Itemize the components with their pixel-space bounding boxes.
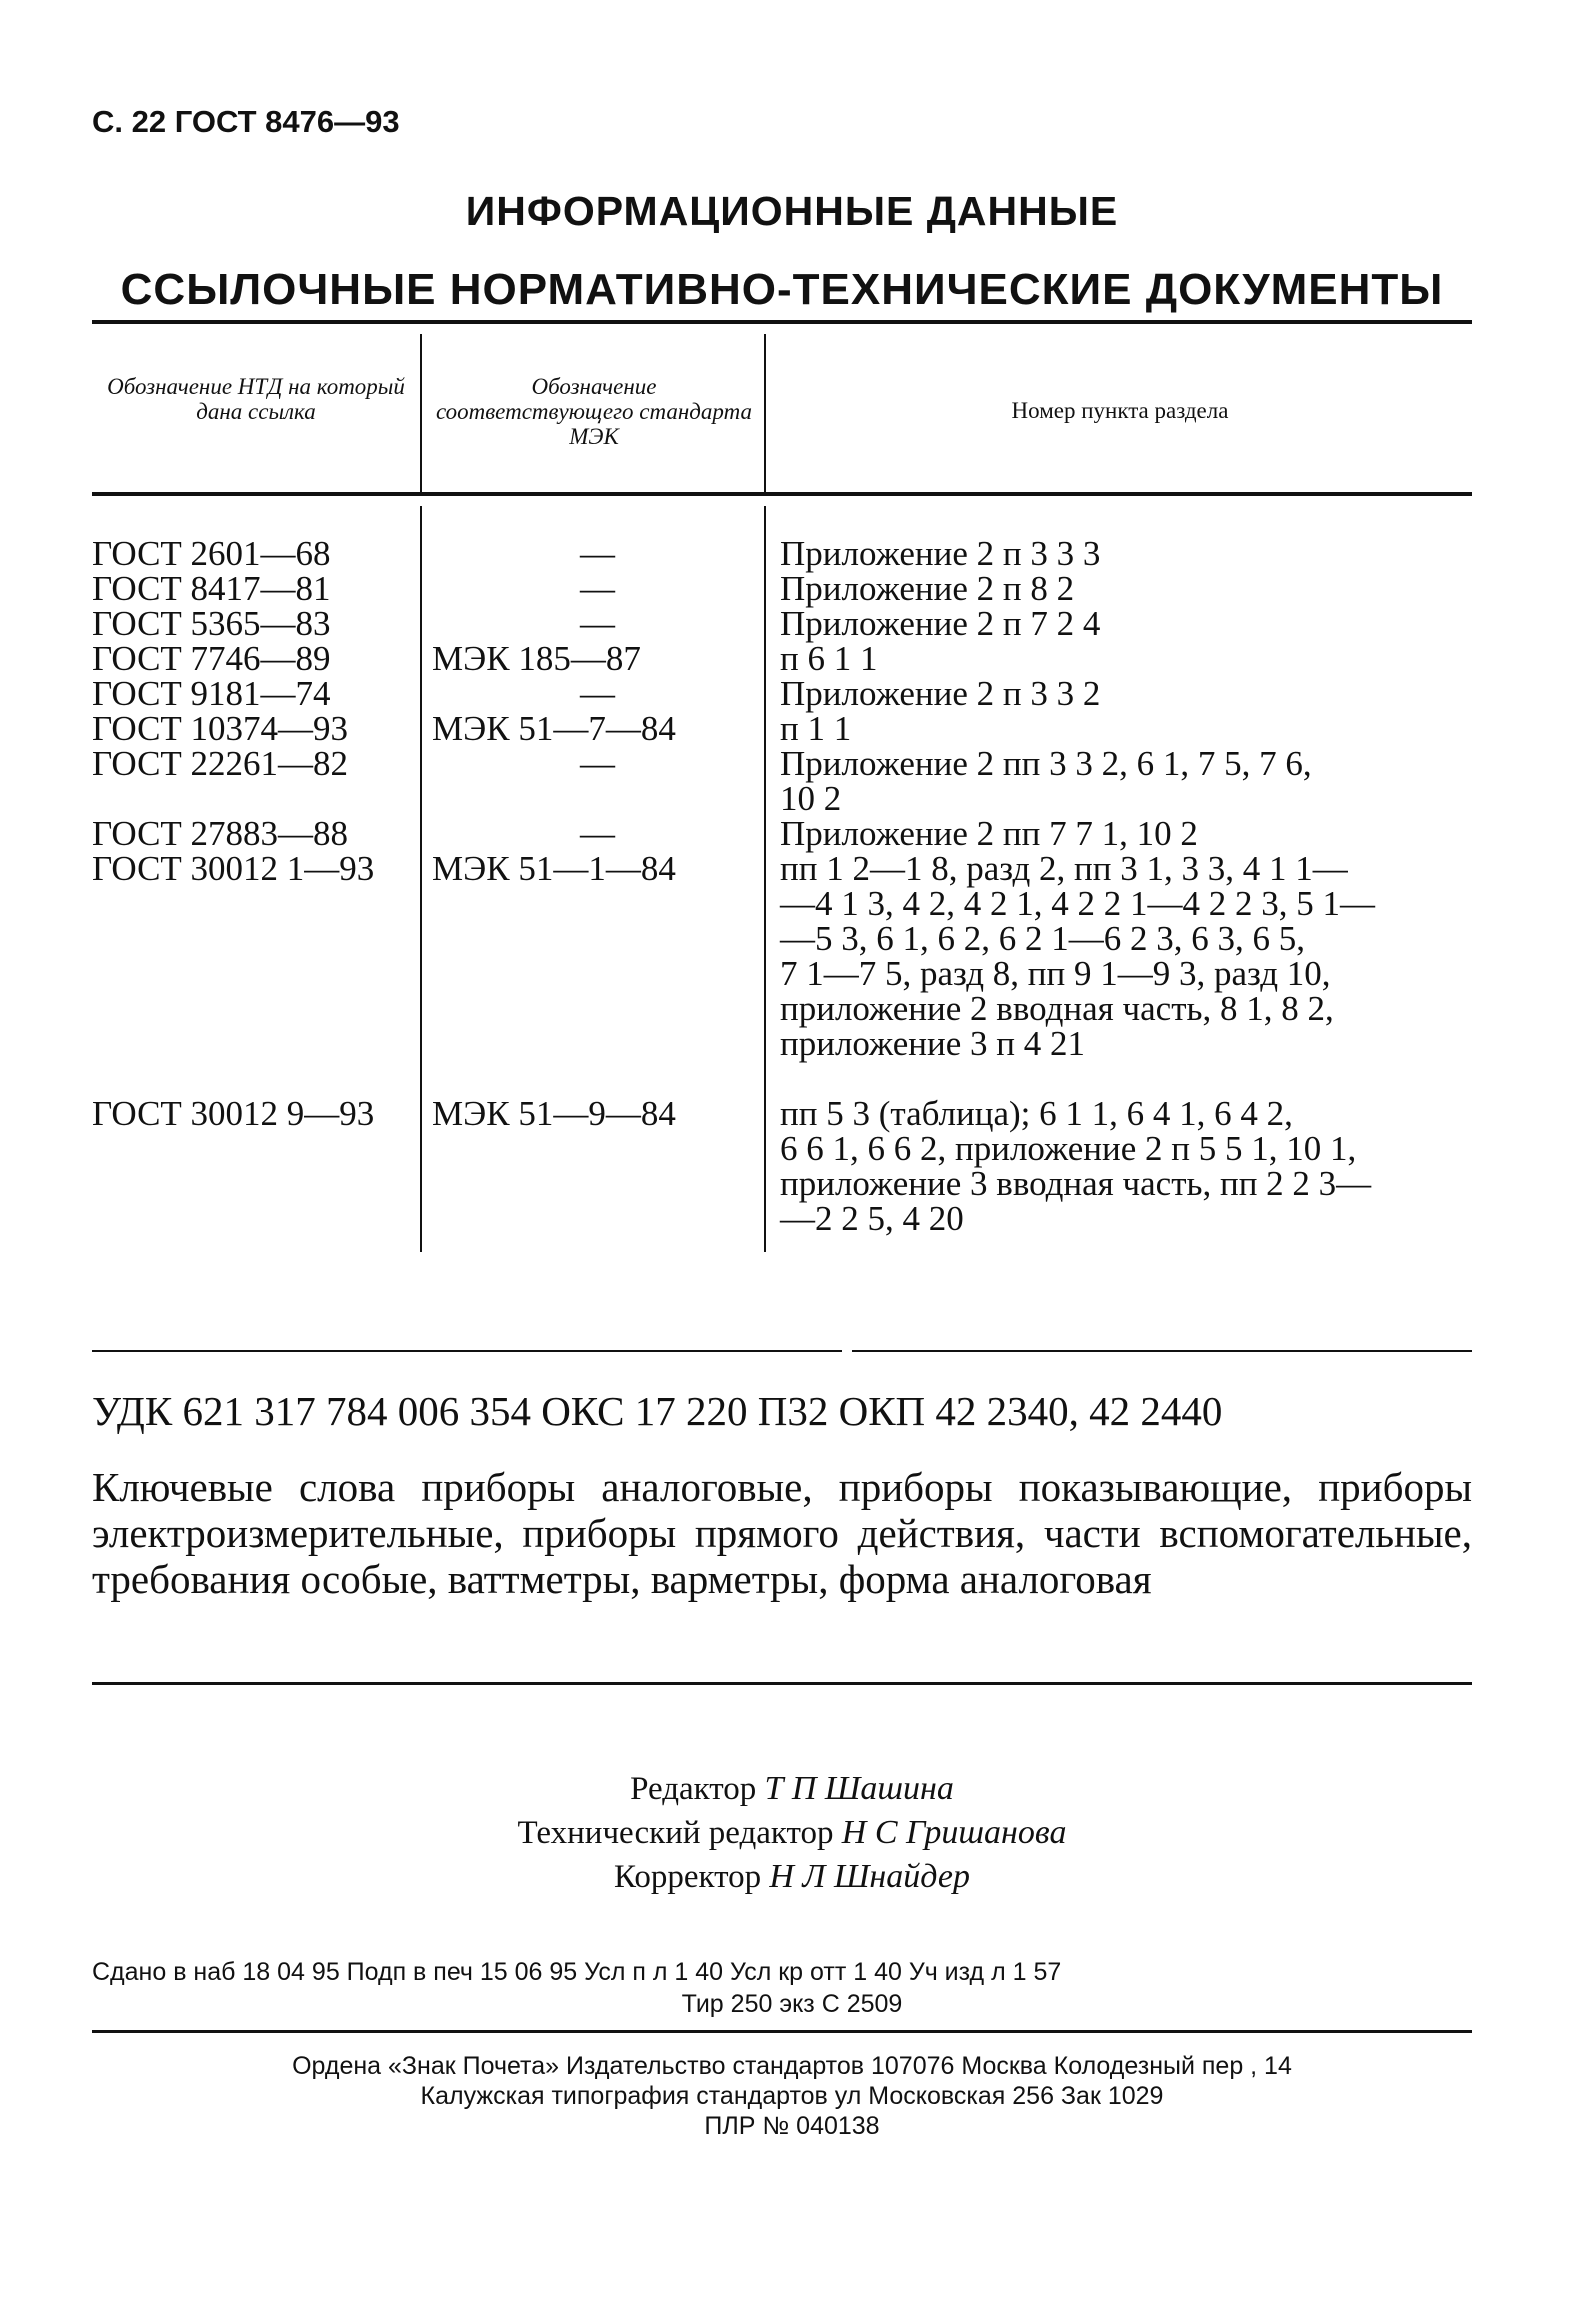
column-divider-2 (764, 334, 766, 494)
iec-cell: — (580, 604, 615, 643)
credit-editor (0, 1770, 1584, 1808)
credit-person: Т П Шашина (764, 1770, 954, 1807)
clause-line: 6 6 1, 6 6 2, приложение 2 п 5 5 1, 10 1, (780, 1129, 1357, 1168)
clause-line: 10 2 (780, 779, 842, 818)
ntd-cell: ГОСТ 7746—89 (92, 639, 331, 678)
publisher-line-3: ПЛР № 040138 (704, 2112, 880, 2140)
clause-line: Приложение 2 п 3 3 2 (780, 674, 1101, 713)
clause-line: —2 2 5, 4 20 (780, 1199, 964, 1238)
ntd-cell: ГОСТ 5365—83 (92, 604, 331, 643)
column-divider-2-body (764, 506, 766, 1252)
clause-line: Приложение 2 п 3 3 3 (780, 534, 1101, 573)
ntd-cell: ГОСТ 2601—68 (92, 534, 331, 573)
header-clause: Номер пункта раздела (1011, 398, 1229, 423)
clause-line: —5 3, 6 1, 6 2, 6 2 1—6 2 3, 6 3, 6 5, (780, 919, 1305, 958)
clause-line: —4 1 3, 4 2, 4 2 1, 4 2 2 1—4 2 2 3, 5 1— (780, 884, 1375, 923)
ntd-column (92, 536, 412, 1131)
publisher-line-1: Ордена «Знак Почета» Издательство стандартов 107076 Москва Колодезный пер , 14 (292, 2052, 1292, 2080)
running-head: С. 22 ГОСТ 8476—93 (92, 104, 400, 139)
iec-cell: МЭК 51—1—84 (432, 849, 676, 888)
credit-person: Н С Гришанова (841, 1814, 1067, 1851)
keywords-bottom-rule (92, 1682, 1472, 1685)
clause-line: Приложение 2 пп 7 7 1, 10 2 (780, 814, 1198, 853)
clause-line: Приложение 2 п 8 2 (780, 569, 1075, 608)
clause-line: приложение 3 вводная часть, пп 2 2 3— (780, 1164, 1372, 1203)
credit-role: Редактор (630, 1771, 757, 1807)
column-divider-1 (420, 334, 422, 494)
clause-line: Приложение 2 п 7 2 4 (780, 604, 1101, 643)
ntd-cell: ГОСТ 9181—74 (92, 674, 331, 713)
credit-role: Корректор (614, 1859, 762, 1895)
ntd-cell: ГОСТ 10374—93 (92, 709, 349, 748)
clause-line: п 1 1 (780, 709, 852, 748)
header-ntd: Обозначение НТД на который дана ссылка (107, 374, 405, 424)
iec-column (432, 536, 756, 1131)
iec-cell: — (580, 674, 615, 713)
publisher-line-2: Калужская типография стандартов ул Московская 256 Зак 1029 (420, 2082, 1164, 2110)
iec-cell: МЭК 51—9—84 (432, 1094, 676, 1133)
refs-title: ССЫЛОЧНЫЕ НОРМАТИВНО-ТЕХНИЧЕСКИЕ ДОКУМЕНТЫ (120, 265, 1444, 314)
clause-line: Приложение 2 пп 3 3 2, 6 1, 7 5, 7 6, (780, 744, 1312, 783)
ntd-cell: ГОСТ 30012 1—93 (92, 849, 375, 888)
credit-tech-editor (0, 1814, 1584, 1852)
ntd-cell: ГОСТ 8417—81 (92, 569, 331, 608)
clause-column (780, 536, 1472, 1236)
column-divider-1-body (420, 506, 422, 1252)
print-info-line-1: Сдано в наб 18 04 95 Подп в печ 15 06 95 Усл п л 1 40 Усл кр отт 1 40 Уч изд л 1 57 (92, 1958, 1062, 1986)
credit-role: Технический редактор (517, 1815, 834, 1851)
ntd-cell: ГОСТ 22261—82 (92, 744, 349, 783)
header-bottom-rule (92, 492, 1472, 496)
ntd-cell: ГОСТ 27883—88 (92, 814, 349, 853)
separator-rule-left (92, 1350, 842, 1352)
iec-cell: МЭК 51—7—84 (432, 709, 676, 748)
iec-cell: — (580, 534, 615, 573)
iec-cell: МЭК 185—87 (432, 639, 641, 678)
iec-cell: — (580, 744, 615, 783)
separator-rule-right (852, 1350, 1472, 1352)
clause-line: приложение 3 п 4 21 (780, 1024, 1086, 1063)
print-info-line-2: Тир 250 экз С 2509 (681, 1990, 903, 2018)
clause-line: 7 1—7 5, разд 8, пп 9 1—9 3, разд 10, (780, 954, 1331, 993)
header-iec: Обозначение соответствующего стандарта МЭК (435, 374, 753, 449)
clause-line: пп 1 2—1 8, разд 2, пп 3 1, 3 3, 4 1 1— (780, 849, 1348, 888)
credit-person: Н Л Шнайдер (769, 1858, 970, 1895)
info-title: ИНФОРМАЦИОННЫЕ ДАННЫЕ (465, 188, 1119, 234)
title-underline (92, 320, 1472, 324)
imprint-rule (92, 2030, 1472, 2033)
ntd-cell: ГОСТ 30012 9—93 (92, 1094, 375, 1133)
clause-line: пп 5 3 (таблица); 6 1 1, 6 4 1, 6 4 2, (780, 1094, 1293, 1133)
clause-line: п 6 1 1 (780, 639, 878, 678)
udc-classification: УДК 621 317 784 006 354 ОКС 17 220 П32 ОКП 42 2340, 42 2440 (92, 1388, 1223, 1434)
iec-cell: — (580, 814, 615, 853)
iec-cell: — (580, 569, 615, 608)
credit-proofreader (0, 1858, 1584, 1896)
keywords-paragraph: Ключевые слова приборы аналоговые, приборы показывающие, приборы электроизмерительные, приборы прямого действия, части вспомогательные, требования особые, ваттметры, варметры, форма аналоговая (92, 1464, 1472, 1602)
clause-line: приложение 2 вводная часть, 8 1, 8 2, (780, 989, 1334, 1028)
